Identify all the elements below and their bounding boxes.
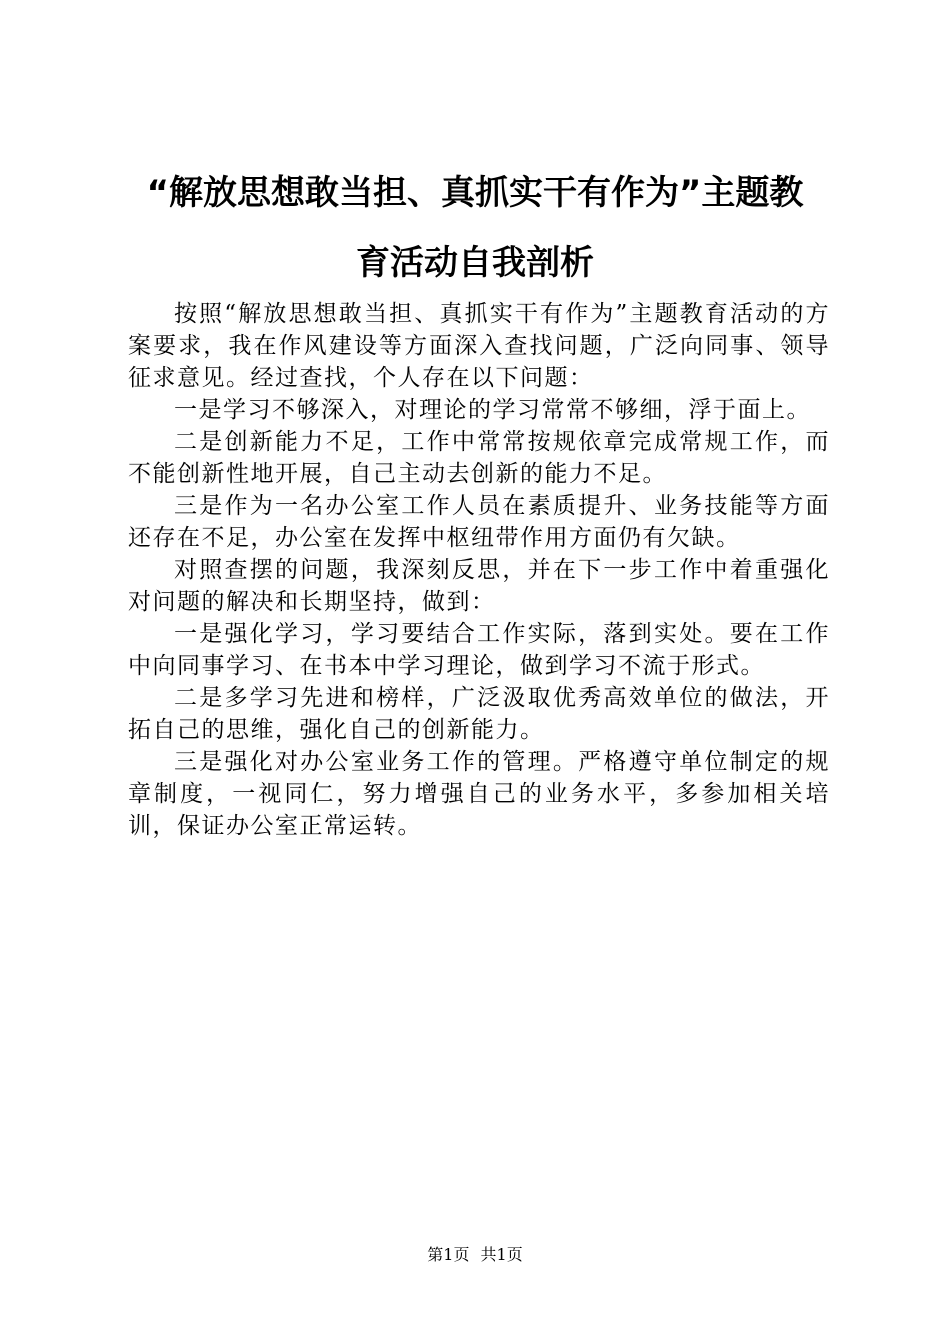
- page-total: 共1页: [480, 1245, 523, 1264]
- title-line-1: “解放思想敢当担、真抓实干有作为”主题教: [146, 173, 804, 213]
- paragraph: 三是强化对办公室业务工作的管理。严格遵守单位制定的规章制度，一视同仁，努力增强自己的业务水平，多参加相关培训，保证办公室正常运转。: [128, 749, 830, 839]
- page-number: 第1页: [427, 1245, 470, 1264]
- document-body: [128, 298, 830, 842]
- paragraph: 一是强化学习，学习要结合工作实际，落到实处。要在工作中向同事学习、在书本中学习理论，做到学习不流于形式。: [128, 621, 830, 679]
- paragraph: 按照“解放思想敢当担、真抓实干有作为”主题教育活动的方案要求，我在作风建设等方面深入查找问题，广泛向同事、领导征求意见。经过查找，个人存在以下问题：: [128, 301, 830, 391]
- paragraph: 二是创新能力不足，工作中常常按规依章完成常规工作，而不能创新性地开展，自己主动去创新的能力不足。: [128, 429, 830, 487]
- document-title: [110, 158, 840, 298]
- paragraph: 二是多学习先进和榜样，广泛汲取优秀高效单位的做法，开拓自己的思维，强化自己的创新能力。: [128, 685, 830, 743]
- paragraph: 对照查摆的问题，我深刻反思，并在下一步工作中着重强化对问题的解决和长期坚持，做到：: [128, 557, 830, 615]
- title-line-2: 育活动自我剖析: [356, 243, 594, 283]
- page-footer: [0, 1244, 950, 1266]
- paragraph: 三是作为一名办公室工作人员在素质提升、业务技能等方面还存在不足，办公室在发挥中枢纽带作用方面仍有欠缺。: [128, 493, 830, 551]
- paragraph: 一是学习不够深入，对理论的学习常常不够细，浮于面上。: [174, 397, 811, 423]
